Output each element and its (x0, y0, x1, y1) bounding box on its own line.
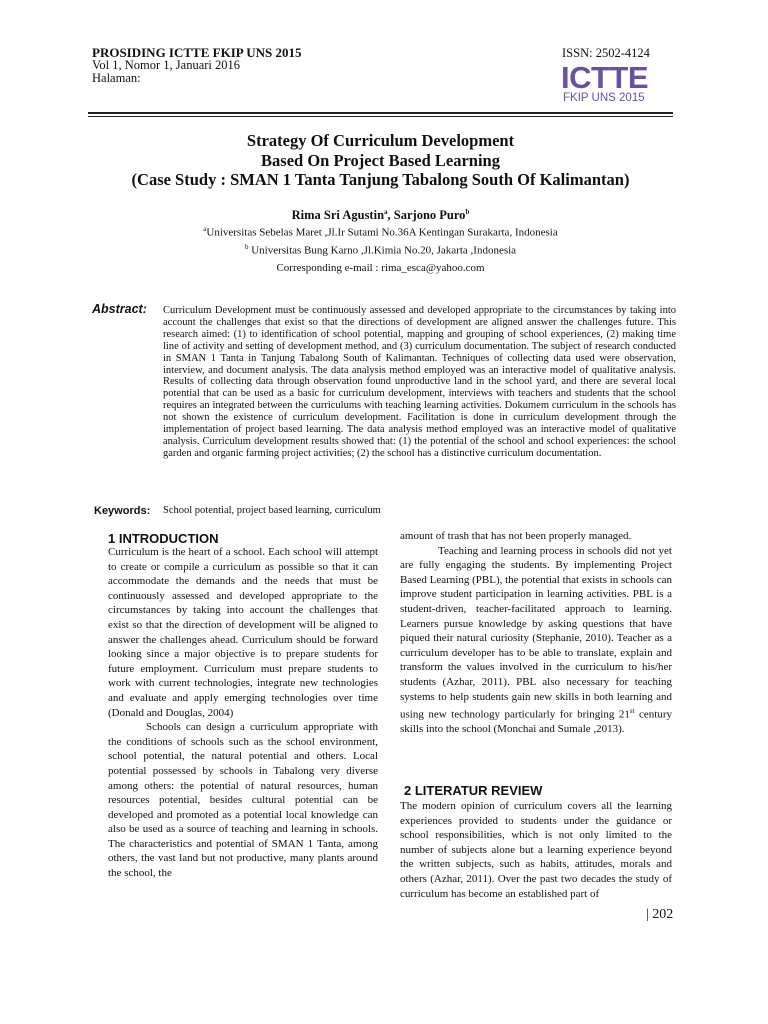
paragraph: amount of trash that has not been properly managed. (400, 530, 632, 542)
abstract-label: Abstract: (92, 302, 147, 316)
issn: ISSN: 2502-4124 (562, 46, 650, 60)
corresponding-email: Corresponding e-mail : rima_esca@yahoo.com (276, 262, 485, 274)
affiliation-sup: a (203, 225, 207, 233)
paragraph: Teaching and learning process in schools did not yet are fully engaging the students. By implementing Project Based Learning (PBL), the potential that exists in schools can improve student participation in learning activities. PBL is a student-driven, teacher-facilitated approach to learning. Learners pursue knowledge by asking questions that have piqued their natural curiosity (Stephanie, 2010). Teacher as a curriculum developer has to be able to translate, explain and transform the values involved in the curriculum to his/her students (Azhar, 2011). PBL also necessary for teaching systems to help students gain new skills in both learning and using new technology particularly for bringing 21st century skills into the school (Monchai and Sumale ,2013). (400, 544, 672, 736)
paragraph: Curriculum is the heart of a school. Each school will attempt to create or compile a curriculum as possible so that it can accommodate the demands and the needs that must be continuously assessed and developed appropriate to the circumstances by taking into account the challenges that exist so that the direction of development will be aligned to answer the challenges ahead. Curriculum should be forward looking since a major objective is to prepare students for future employment. Curriculum must prepare students to work with current technologies, integrate new technologies and evaluate and apply emerging technologies over time (Donald and Douglas, 2004) (108, 546, 378, 719)
section-heading-literature-review: 2 LITERATUR REVIEW (404, 783, 543, 798)
abstract-text: Curriculum Development must be continuously assessed and developed appropriate to the circumstances by taking into account the challenges that exist so that the directions of development are aligned answer the challenges future. This research aimed: (1) to identification of school potential, mapping and grouping of school experiences, (2) making time line of activity and setting of development method, and (3) curriculum documentation. The subject of research conducted in SMAN 1 Tanta in Tanjung Tabalong South of Kalimantan. Techniques of collecting data used were observation, interview, and document analysis. The data analysis method employed was an interactive model of qualitative analysis. Results of collecting data through observation found unproductive land in the school yard, and there are several local potential that can be used as a basic for curriculum development, interviews with teachers and students that the school requires an integrated between the curriculums with teaching learning activities. Dokumem curriculum in the schools has not shown the existence of curriculum development. Facilitation is done in curriculum development through the implementation of project based learning. The data analysis method employed was an interactive model of qualitative analysis. Curriculum development results showed that: (1) the potential of the school and school experiences: the school garden and organic farming project activities; (2) the school has a distinctive curriculum documentation. (163, 305, 676, 459)
affiliations (88, 222, 673, 257)
proceedings-name: PROSIDING ICTTE FKIP UNS 2015 (92, 45, 302, 60)
header-rule-thin (88, 116, 673, 117)
author-name: Sarjono Puro (393, 208, 466, 223)
paragraph: Schools can design a curriculum appropriate with the conditions of schools such as the school environment, school potential, the natural potential and others. Local potential possessed by schools in Tabalong very diverse among others: the potential of natural resources, human resources potential, besides cultural potential can be developed and promoted as a potential local knowledge can also be used as a source of teaching and learning in schools. The characteristics and potential of SMAN 1 Tanta, among others, the vast land but not productive, many plants around the school, the (108, 721, 378, 880)
affiliation-b: $^b$ Universitas Bung Karno ,Jl.Kimia No.20, Jakarta ,Indonesia (244, 242, 517, 257)
title-line: (Case Study : SMAN 1 Tanta Tanjung Tabalong South Of Kalimantan) (131, 170, 630, 189)
page-number: | 202 (646, 907, 674, 922)
author-sup: b (465, 208, 470, 216)
author-sup: a (384, 208, 388, 216)
proceedings-header (92, 46, 301, 85)
affiliation-a: $^a$Universitas Sebelas Maret ,Jl.Ir Sutami No.36A Kentingan Surakarta, Indonesia (203, 225, 558, 239)
author-name: Rima Sri Agustin (291, 208, 385, 223)
pages-info: Halaman: (92, 71, 141, 85)
header-rule (88, 112, 673, 114)
keywords-label: Keywords: (94, 505, 151, 517)
logo-main-text: ICTTE (561, 60, 649, 95)
paper-title (88, 131, 673, 190)
right-column (400, 529, 672, 737)
title-line: Based On Project Based Learning (261, 150, 500, 170)
superscript: st (629, 707, 635, 716)
paragraph: The modern opinion of curriculum covers all the learning experiences provided to students under the guidance or school responsibilities, which is not only limited to the number of subjects alone but a learning experience beyond the written subjects, such as habits, attitudes, morals and others (Azhar, 2011). Over the past two decades the study of curriculum has become an established part of (400, 800, 672, 900)
affiliation-sup: b (244, 242, 249, 251)
volume-info: Vol 1, Nomor 1, Januari 2016 (92, 58, 241, 72)
section-heading-introduction: 1 INTRODUCTION (108, 531, 219, 546)
author-separator: , (387, 208, 394, 223)
keywords-text: School potential, project based learning, curriculum (163, 505, 381, 516)
title-line: Strategy Of Curriculum Development (246, 131, 515, 150)
right-column-lower (400, 799, 672, 901)
ictte-logo (561, 62, 661, 106)
authors (88, 208, 673, 223)
left-column (108, 545, 378, 881)
logo-sub-text: FKIP UNS 2015 (563, 92, 645, 104)
